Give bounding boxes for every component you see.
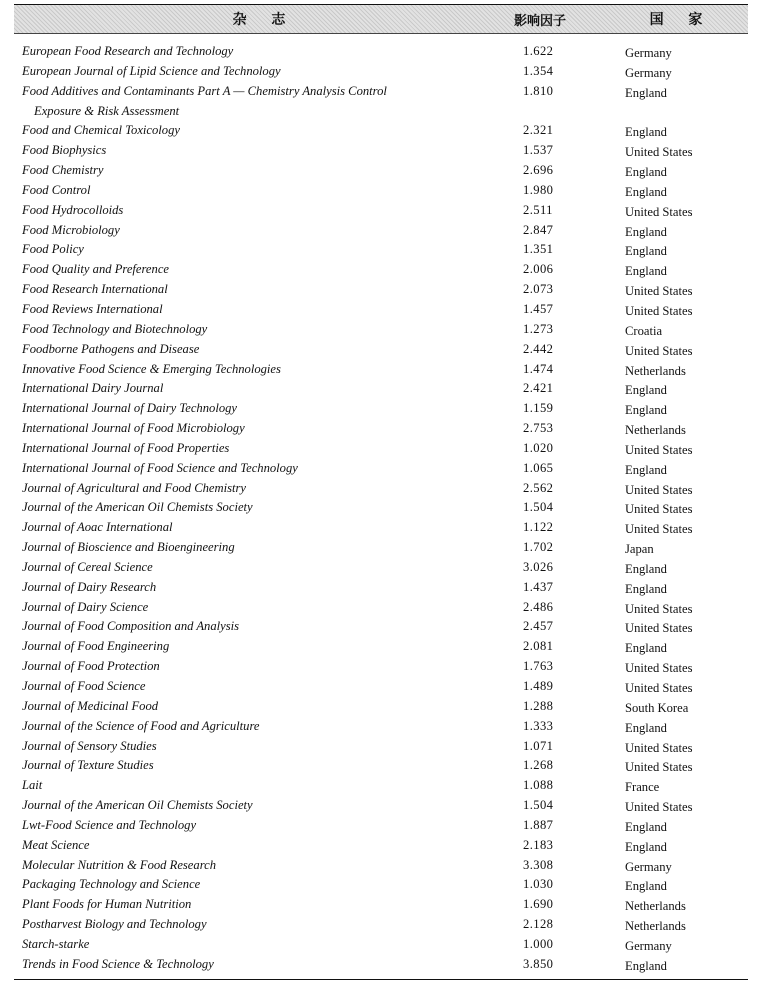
journal-name: Journal of the Science of Food and Agriculture [22,718,260,733]
table-row [14,240,748,260]
impact-factor-cell: 1.065 [523,460,554,475]
country-cell: United States [625,482,693,497]
table-row [14,42,748,62]
impact-factor-cell: 1.159 [523,401,554,416]
journal-name: Packaging Technology and Science [22,877,201,892]
header-impact-factor: 影响因子 [514,13,567,29]
journal-cell [14,598,515,618]
table-row [14,955,748,975]
impact-factor-cell: 1.504 [523,798,554,813]
table-row [14,141,748,161]
impact-factor-cell: 1.288 [523,698,554,713]
country-cell: United States [625,284,693,299]
journal-cell [14,399,515,419]
table-row [14,439,748,459]
country-cell: Germany [625,859,672,874]
journal-cell [14,776,515,796]
country-cell: United States [625,661,693,676]
country-cell: United States [625,502,693,517]
table-row [14,637,748,657]
impact-factor-cell: 3.308 [523,857,554,872]
table-row [14,121,748,141]
journal-name: Journal of Aoac International [22,520,173,535]
country-cell: England [625,383,667,398]
journal-cell [14,895,515,915]
journal-cell [14,637,515,657]
country-cell: England [625,85,667,100]
impact-factor-cell: 2.486 [523,599,554,614]
country-cell: England [625,165,667,180]
table-row [14,538,748,558]
journal-name: European Food Research and Technology [22,44,234,58]
impact-factor-cell: 2.421 [523,381,554,396]
table-row [14,379,748,399]
table-row [14,617,748,637]
header-journal: 杂 志 [232,12,296,28]
country-cell: South Korea [625,700,689,715]
journal-name: International Journal of Food Science and Technology [22,460,298,475]
journal-name: International Journal of Food Properties [22,440,230,455]
impact-factor-cell: 1.810 [523,83,554,98]
impact-factor-cell: 2.753 [523,421,554,436]
journal-cell [14,221,515,241]
journal-name: Journal of Food Composition and Analysis [22,619,240,634]
journal-name: Foodborne Pathogens and Disease [22,341,200,356]
journal-name: Food Chemistry [22,163,104,178]
table-row [14,300,748,320]
journal-cell [14,320,515,340]
table-row [14,875,748,895]
impact-factor-cell: 1.071 [523,738,554,753]
table-row [14,598,748,618]
impact-factor-cell: 2.128 [523,917,554,932]
journal-name: Journal of Agricultural and Food Chemistry [22,480,247,495]
table-row [14,756,748,776]
journal-cell [14,518,515,538]
country-cell: United States [625,740,693,755]
impact-factor-cell: 1.622 [523,44,554,58]
impact-factor-cell: 2.006 [523,262,554,277]
journal-name: Journal of the American Oil Chemists Society [22,798,253,813]
table-row [14,657,748,677]
table-row [14,836,748,856]
journal-name: Food Microbiology [22,222,120,237]
country-cell: France [625,780,660,795]
journal-name: Journal of Bioscience and Bioengineering [22,540,235,555]
impact-factor-cell: 1.020 [523,440,554,455]
impact-factor-cell: 1.000 [523,936,554,951]
table-row [14,776,748,796]
country-cell: United States [625,145,693,160]
country-cell: Japan [625,542,654,557]
table-row [14,558,748,578]
table-row [14,717,748,737]
journal-cell [14,657,515,677]
journal-cell [14,419,515,439]
table-row [14,578,748,598]
impact-factor-cell: 2.562 [523,480,554,495]
impact-factor-cell: 2.847 [523,222,554,237]
country-cell: United States [625,303,693,318]
table-row [14,340,748,360]
country-cell: Netherlands [625,423,686,438]
impact-factor-cell: 2.321 [523,123,554,138]
table-row [14,915,748,935]
table-row [14,677,748,697]
journal-cell [14,856,515,876]
journal-cell [14,459,515,479]
journal-name: Lwt-Food Science and Technology [22,817,197,832]
journal-cell [14,161,515,181]
journal-name: Food Additives and Contaminants Part A — Chemistry Analysis Control [22,83,387,98]
impact-factor-cell: 3.850 [523,956,554,971]
impact-factor-cell: 2.696 [523,163,554,178]
impact-factor-cell: 2.081 [523,639,554,654]
journal-cell [14,756,515,776]
table-row [14,935,748,955]
country-cell: England [625,958,667,973]
country-cell: Netherlands [625,899,686,914]
journal-name: International Journal of Food Microbiology [22,421,245,436]
journal-name: International Journal of Dairy Technology [22,401,238,416]
journal-cell [14,479,515,499]
country-cell: England [625,879,667,894]
country-cell: England [625,125,667,140]
impact-factor-cell: 1.273 [523,321,554,336]
journal-cell [14,379,515,399]
table-row [14,459,748,479]
journal-cell [14,915,515,935]
journal-name: Journal of Food Engineering [22,639,170,654]
journal-name: Molecular Nutrition & Food Research [22,857,217,872]
table-row [14,856,748,876]
country-cell: England [625,462,667,477]
impact-factor-cell: 1.437 [523,579,554,594]
table-row [14,82,748,122]
header-country: 国 家 [649,12,713,28]
country-cell: Croatia [625,323,663,338]
country-cell: England [625,641,667,656]
table-row [14,399,748,419]
impact-factor-cell: 3.026 [523,559,554,574]
table-body [14,34,748,975]
impact-factor-cell: 1.268 [523,758,554,773]
impact-factor-cell: 1.887 [523,817,554,832]
journal-name: European Journal of Lipid Science and Technology [22,63,281,78]
table-row [14,181,748,201]
country-cell: United States [625,681,693,695]
journal-name: Lait [22,778,43,793]
table-row [14,360,748,380]
impact-factor-cell: 1.030 [523,877,554,892]
journal-name: Journal of Sensory Studies [22,738,157,753]
journal-name-continued: Exposure & Risk Assessment [34,103,180,118]
journal-cell [14,538,515,558]
journal-cell [14,836,515,856]
journal-cell [14,181,515,201]
table-row [14,419,748,439]
journal-name: Food Reviews International [22,301,163,316]
journal-cell [14,558,515,578]
impact-factor-cell: 1.537 [523,143,554,158]
journal-cell [14,717,515,737]
country-cell: United States [625,343,693,358]
journal-cell [14,280,515,300]
impact-factor-cell: 1.690 [523,897,554,912]
journal-name: Food Biophysics [22,143,107,158]
impact-factor-cell: 2.073 [523,282,554,297]
journal-cell [14,935,515,955]
table-row [14,221,748,241]
table-row [14,201,748,221]
journal-cell [14,796,515,816]
country-cell: United States [625,522,693,537]
journal-cell [14,737,515,757]
impact-factor-cell: 1.763 [523,659,554,674]
country-cell: Germany [625,46,672,60]
country-cell: United States [625,800,693,815]
country-cell: Netherlands [625,919,686,934]
journal-impact-table [14,4,748,980]
country-cell: Netherlands [625,363,686,378]
country-cell: United States [625,204,693,219]
journal-name: Journal of Cereal Science [22,559,153,574]
journal-name: Journal of Food Protection [22,659,160,674]
table-row [14,697,748,717]
journal-cell [14,201,515,221]
impact-factor-cell: 1.088 [523,778,554,793]
table-row [14,161,748,181]
country-cell: Germany [625,938,672,953]
journal-name: Journal of Medicinal Food [22,698,159,713]
journal-cell [14,240,515,260]
impact-factor-cell: 1.457 [523,301,554,316]
journal-cell [14,300,515,320]
country-cell: England [625,720,667,735]
journal-name: Journal of the American Oil Chemists Society [22,500,253,515]
impact-factor-cell: 1.122 [523,520,554,535]
impact-factor-cell: 2.442 [523,341,554,356]
journal-cell [14,82,515,122]
country-cell: England [625,184,667,199]
country-cell: England [625,581,667,596]
country-cell: United States [625,760,693,775]
journal-name: Plant Foods for Human Nutrition [22,897,192,912]
impact-factor-cell: 1.489 [523,679,554,693]
country-cell: England [625,264,667,279]
impact-factor-cell: 2.457 [523,619,554,634]
journal-cell [14,121,515,141]
journal-cell [14,677,515,697]
table-row [14,260,748,280]
country-cell: United States [625,442,693,457]
journal-cell [14,439,515,459]
table-row [14,280,748,300]
journal-cell [14,617,515,637]
table-row [14,816,748,836]
journal-cell [14,498,515,518]
journal-name: Journal of Texture Studies [22,758,154,773]
journal-name: Journal of Dairy Research [22,579,157,594]
journal-cell [14,955,515,975]
journal-cell [14,62,515,82]
table-row [14,498,748,518]
journal-cell [14,697,515,717]
impact-factor-cell: 1.702 [523,540,554,555]
country-cell: England [625,561,667,576]
journal-name: Journal of Dairy Science [22,599,149,614]
table-row [14,479,748,499]
journal-name: Food Technology and Biotechnology [22,321,208,336]
country-cell: United States [625,601,693,616]
impact-factor-cell: 1.474 [523,361,554,376]
journal-name: Food Research International [22,282,168,297]
table-row [14,518,748,538]
impact-factor-cell: 2.183 [523,837,554,852]
journal-cell [14,875,515,895]
journal-cell [14,260,515,280]
journal-name: International Dairy Journal [22,381,164,396]
country-cell: England [625,244,667,259]
impact-factor-cell: 2.511 [523,202,553,217]
table-header [14,5,748,34]
journal-name: Food Hydrocolloids [22,202,124,217]
impact-factor-cell: 1.504 [523,500,554,515]
journal-name: Meat Science [22,837,90,852]
journal-cell [14,141,515,161]
journal-name: Innovative Food Science & Emerging Technologies [22,361,281,376]
country-cell: England [625,819,667,834]
impact-factor-cell: 1.333 [523,718,554,733]
journal-cell [14,360,515,380]
country-cell: England [625,224,667,239]
journal-name: Trends in Food Science & Technology [22,956,214,971]
impact-factor-cell: 1.351 [523,242,554,257]
country-cell: England [625,839,667,854]
journal-cell [14,578,515,598]
journal-name: Food Control [22,182,91,197]
country-cell: England [625,403,667,418]
journal-name: Food Quality and Preference [22,262,169,277]
journal-name: Starch-starke [22,936,90,951]
table-bottom-rule [14,979,748,980]
journal-cell [14,42,515,62]
country-cell: Germany [625,65,672,80]
journal-name: Postharvest Biology and Technology [22,917,207,932]
journal-name: Food Policy [22,242,84,257]
journal-cell [14,340,515,360]
table-row [14,62,748,82]
impact-factor-cell: 1.354 [523,63,554,78]
table-row [14,737,748,757]
impact-factor-cell: 1.980 [523,182,554,197]
journal-name: Journal of Food Science [22,679,146,693]
journal-cell [14,816,515,836]
table-row [14,796,748,816]
table-row [14,320,748,340]
country-cell: United States [625,621,693,636]
journal-name: Food and Chemical Toxicology [22,123,180,138]
table-row [14,895,748,915]
